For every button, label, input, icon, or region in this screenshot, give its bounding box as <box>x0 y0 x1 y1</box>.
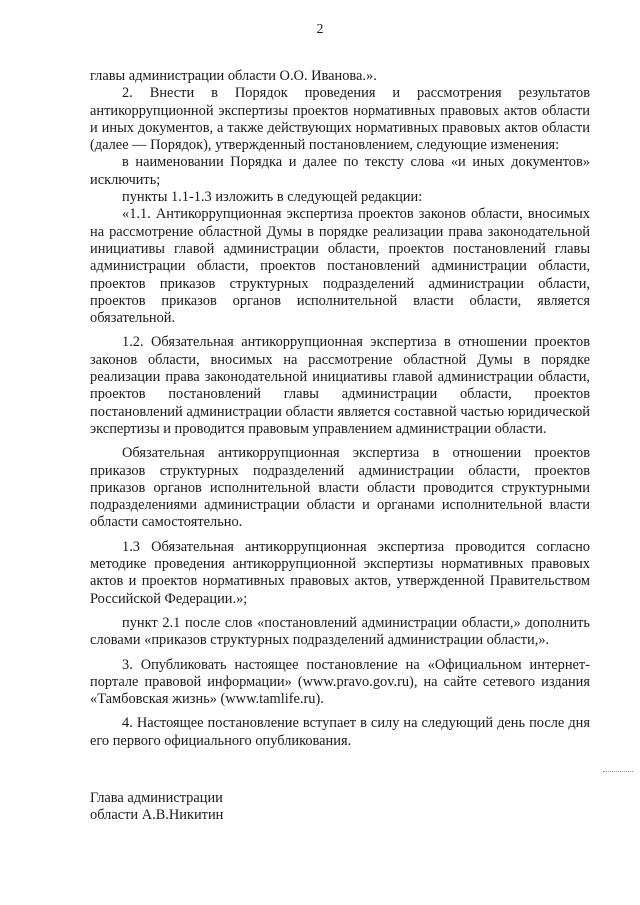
paragraph-item-4: 4. Настоящее постановление вступает в силу на следующий день после дня его первого официального опубликования. <box>90 715 590 749</box>
paragraph-point-2-1: пункт 2.1 после слов «постановлений администрации области,» дополнить словами «приказов структурных подразделений администрации области,». <box>90 614 590 649</box>
scan-artifact <box>603 771 633 772</box>
signature-block <box>90 790 223 824</box>
paragraph-point-1-1: «1.1. Антикоррупционная экспертиза проектов законов области, вносимых на рассмотрение областной Думы в порядке реализации права законодательной инициативы главой администрации области, проектов постановлений главы администрации области, проектов постановлений администрации области, проектов приказов структурных подразделений администрации области, проектов приказов органов исполнительной власти области, является обязательной. <box>90 206 590 327</box>
paragraph-item-2: 2. Внести в Порядок проведения и рассмотрения результатов антикоррупционной экспертизы проектов нормативных правовых актов области и иных документов, а также действующих нормативных правовых актов области (далее — Порядок), утвержденный постановлением, следующие изменения: <box>90 85 590 154</box>
paragraph-point-1-2: 1.2. Обязательная антикоррупционная экспертиза в отношении проектов законов области, вносимых на рассмотрение областной Думы в порядке реализации права законодательной инициативы главой администрации области, проектов постановлений главы администрации области, проектов постановлений администрации области является составной частью юридической экспертизы и проводится правовым управлением администрации области. <box>90 334 590 437</box>
document-body <box>90 68 590 750</box>
paragraph-item-3: 3. Опубликовать настоящее постановление на «Официальном интернет-портале правовой информации» (www.pravo.gov.ru), на сайте сетевого издания «Тамбовская жизнь» (www.tamlife.ru). <box>90 656 590 708</box>
paragraph-continuation: главы администрации области О.О. Иванова.». <box>90 68 377 84</box>
signature-title: Глава администрации <box>90 790 223 806</box>
paragraph-point-1-2-continued: Обязательная антикоррупционная экспертиза в отношении проектов приказов структурных подразделений администрации области, проектов приказов органов исполнительной власти области проводится структурными подразделениями администрации области и органами исполнительной власти области самостоятельно. <box>90 445 590 531</box>
page-number: 2 <box>316 22 324 37</box>
paragraph-points-intro: пункты 1.1-1.3 изложить в следующей редакции: <box>122 189 423 206</box>
paragraph-point-1-3: 1.3 Обязательная антикоррупционная экспертиза проводится согласно методике проведения антикоррупционной экспертизы нормативных правовых актов и проектов нормативных правовых актов, утвержденной Правительством Российской Федерации.»; <box>90 538 590 607</box>
signature-name: области А.В.Никитин <box>90 807 224 823</box>
paragraph-name-change: в наименовании Порядка и далее по тексту слова «и иных документов» исключить; <box>90 154 590 188</box>
